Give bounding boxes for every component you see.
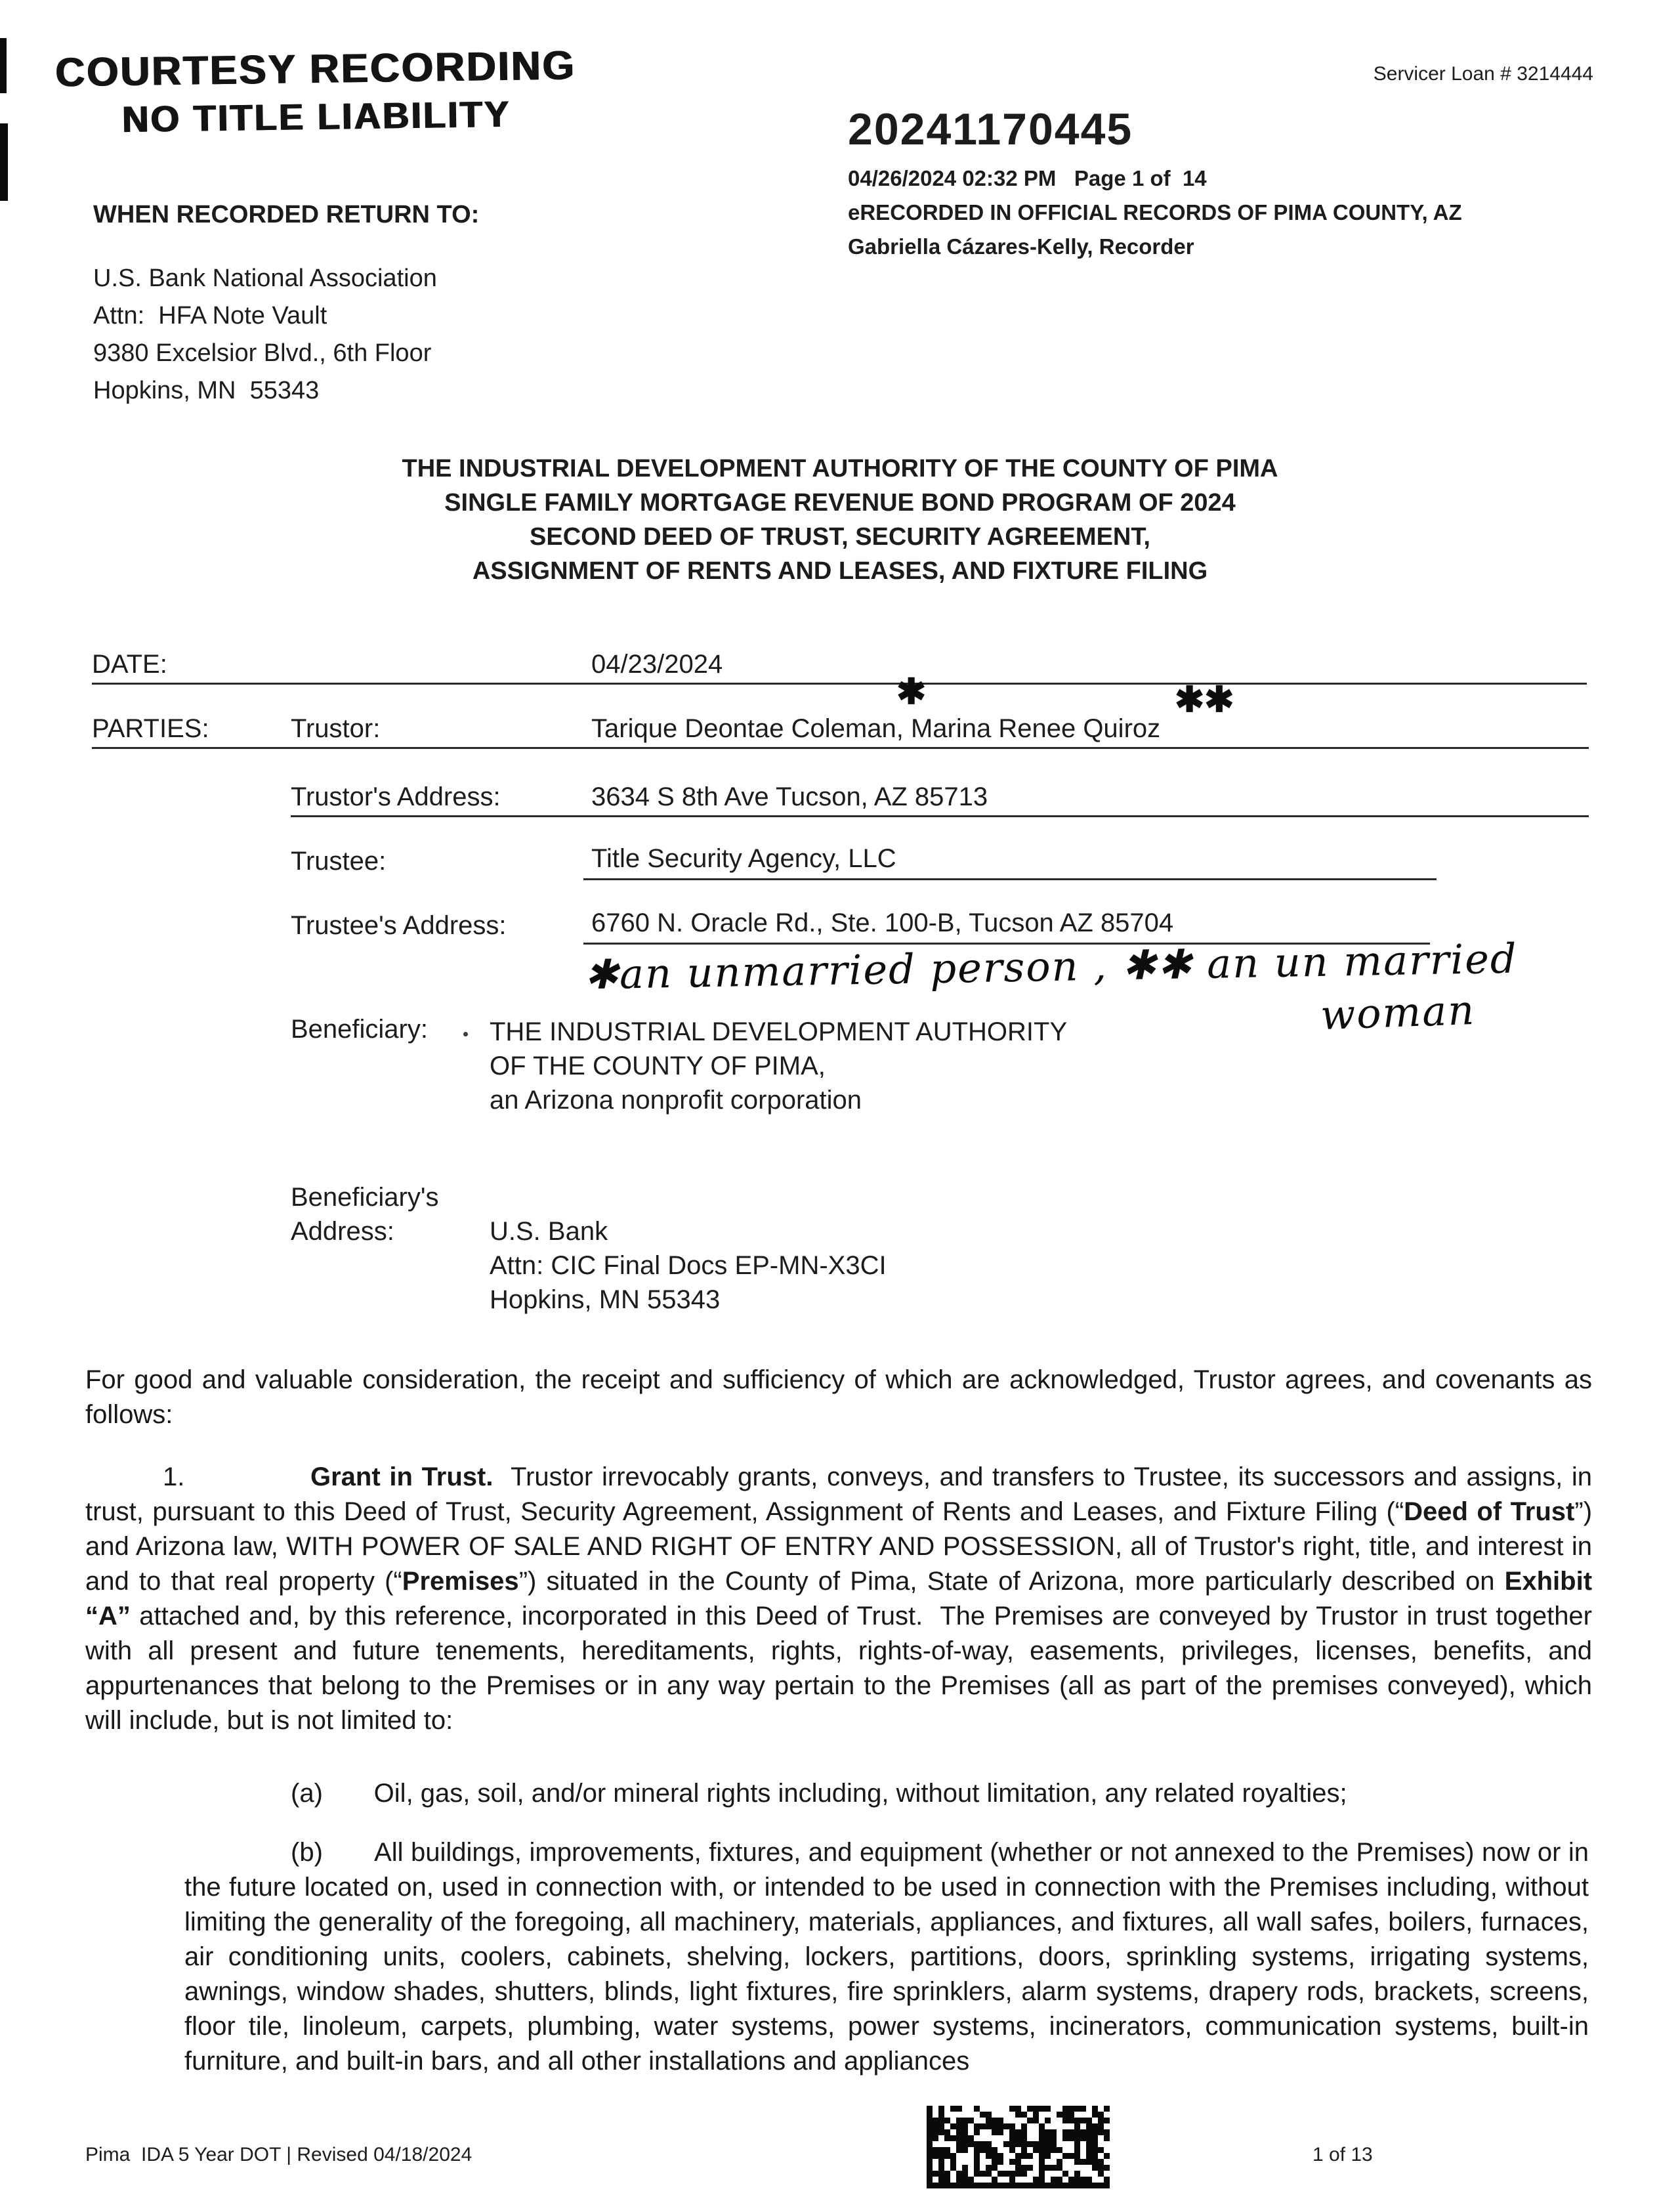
trustee-address-label: Trustee's Address: <box>291 911 507 940</box>
beneficiary-line: OF THE COUNTY OF PIMA, <box>490 1052 826 1080</box>
intro-paragraph: For good and valuable consideration, the receipt and sufficiency of which are acknowledged, Trustor agrees, and covenants as follows: <box>85 1365 1592 1429</box>
beneficiary-address-label-line: Beneficiary's <box>291 1183 439 1212</box>
trustor-address-row <box>291 782 1589 817</box>
trustor-address-value: 3634 S 8th Ave Tucson, AZ 85713 <box>591 782 988 811</box>
trustee-value-underline <box>583 844 1437 880</box>
return-address-line: Hopkins, MN 55343 <box>93 377 320 404</box>
recorder-barcode <box>927 2106 1110 2188</box>
beneficiary-address-label <box>291 1180 439 1248</box>
trustor-address-label: Trustor's Address: <box>291 782 501 811</box>
document-title-line: THE INDUSTRIAL DEVELOPMENT AUTHORITY OF THE COUNTY OF PIMA <box>402 455 1278 482</box>
scan-artifact <box>0 38 7 93</box>
footer-page-number: 1 of 13 <box>1312 2144 1373 2165</box>
clause-a: (a) Oil, gas, soil, and/or mineral rights including, without limitation, any related royalties; <box>291 1779 1347 1808</box>
return-address-line: 9380 Excelsior Blvd., 6th Floor <box>93 339 432 367</box>
date-row <box>92 650 1587 685</box>
handwritten-asterisk-mark: ✱ <box>896 672 927 712</box>
beneficiary-line: an Arizona nonprofit corporation <box>490 1086 862 1115</box>
beneficiary-value-block <box>490 1015 1067 1117</box>
stamp-line-1: COURTESY RECORDING <box>54 43 576 96</box>
beneficiary-address-line: U.S. Bank <box>490 1217 608 1246</box>
return-to-address-block <box>93 260 437 410</box>
return-address-line: U.S. Bank National Association <box>93 265 437 292</box>
footer-document-id: Pima IDA 5 Year DOT | Revised 04/18/2024 <box>85 2144 472 2165</box>
clause-b: (b) All buildings, improvements, fixtures, and equipment (whether or not annexed to the Premises) now or in the future located on, used in connection with, or intended to be used in connection with the Premises including, without limiting the generality of the foregoing, all machinery, materials, appliances, and fixtures, all wall safes, boilers, furnaces, air conditioning units, coolers, cabinets, shelving, lockers, partitions, doors, sprinkling systems, irrigating systems, awnings, window shades, shutters, blinds, light fixtures, fire sprinklers, alarm systems, drapery rods, brackets, screens, floor tile, linoleum, carpets, plumbing, water systems, power systems, incinerators, communication systems, built-in furniture, and built-in bars, and all other installations and appliances <box>184 1838 1589 2076</box>
document-title-line: SECOND DEED OF TRUST, SECURITY AGREEMENT, <box>530 523 1150 551</box>
beneficiary-address-line: Hopkins, MN 55343 <box>490 1285 721 1314</box>
date-value: 04/23/2024 <box>591 650 723 679</box>
recorder-name: Gabriella Cázares-Kelly, Recorder <box>848 234 1194 259</box>
scan-artifact <box>0 123 8 201</box>
grant-in-trust-paragraph: 1. Grant in Trust. Trustor irrevocably grants, conveys, and transfers to Trustee, its successors and assigns, in trust, pursuant to this Deed of Trust, Security Agreement, Assignment of Rents and Leases, and Fixture Filing (“Deed of Trust”) and Arizona law, WITH POWER OF SALE AND RIGHT OF ENTRY AND POSSESSION, all of Trustor's right, title, and interest in and to that real property (“Premises”) situated in the County of Pima, State of Arizona, more particularly described on Exhibit “A” attached and, by this reference, incorporated in this Deed of Trust. The Premises are conveyed by Trustor in trust together with all present and future tenements, hereditaments, rights, rights-of-way, easements, privileges, licenses, benefits, and appurtenances that belong to the Premises or in any way pertain to the Premises (all as part of the premises conveyed), which will include, but is not limited to: <box>85 1462 1593 1735</box>
beneficiary-address-label-line: Address: <box>291 1217 394 1246</box>
handwritten-annotation-line-1: ✱an unmarried person , ✱✱ an un married <box>583 934 1519 999</box>
scan-dot-artifact <box>463 1032 468 1036</box>
trustor-label: Trustor: <box>291 714 381 743</box>
erecorded-line: eRECORDED IN OFFICIAL RECORDS OF PIMA COUNTY, AZ <box>848 200 1462 224</box>
handwritten-annotation-line-2: woman <box>1319 985 1477 1040</box>
document-title <box>0 452 1680 588</box>
beneficiary-address-line: Attn: CIC Final Docs EP-MN-X3CI <box>490 1251 887 1280</box>
return-address-line: Attn: HFA Note Vault <box>93 302 327 330</box>
parties-trustor-row <box>92 714 1589 749</box>
return-to-heading: WHEN RECORDED RETURN TO: <box>93 201 480 228</box>
document-title-line: ASSIGNMENT OF RENTS AND LEASES, AND FIXTURE FILING <box>472 557 1208 585</box>
beneficiary-address-value-block <box>490 1214 887 1317</box>
trustee-label: Trustee: <box>291 847 387 876</box>
document-title-line: SINGLE FAMILY MORTGAGE REVENUE BOND PROGRAM OF 2024 <box>444 489 1236 517</box>
courtesy-recording-stamp <box>54 42 576 141</box>
stamp-line-2: NO TITLE LIABILITY <box>121 93 511 140</box>
beneficiary-line: THE INDUSTRIAL DEVELOPMENT AUTHORITY <box>490 1017 1068 1046</box>
trustor-value: Tarique Deontae Coleman, Marina Renee Quiroz <box>591 714 1161 743</box>
date-label: DATE: <box>92 650 167 679</box>
trustee-address-value: 6760 N. Oracle Rd., Ste. 100-B, Tucson AZ 85704 <box>591 908 1174 937</box>
trustee-row <box>291 844 1589 880</box>
recording-info-block <box>848 104 1462 264</box>
parties-label: PARTIES: <box>92 714 209 743</box>
handwritten-double-asterisk-mark: ✱✱ <box>1175 680 1234 719</box>
servicer-loan-number: Servicer Loan # 3214444 <box>1373 63 1593 85</box>
trustee-value: Title Security Agency, LLC <box>591 844 896 873</box>
recording-datetime: 04/26/2024 02:32 PM Page 1 of 14 <box>848 166 1207 190</box>
beneficiary-label: Beneficiary: <box>291 1015 428 1044</box>
recording-number: 20241170445 <box>848 104 1133 154</box>
